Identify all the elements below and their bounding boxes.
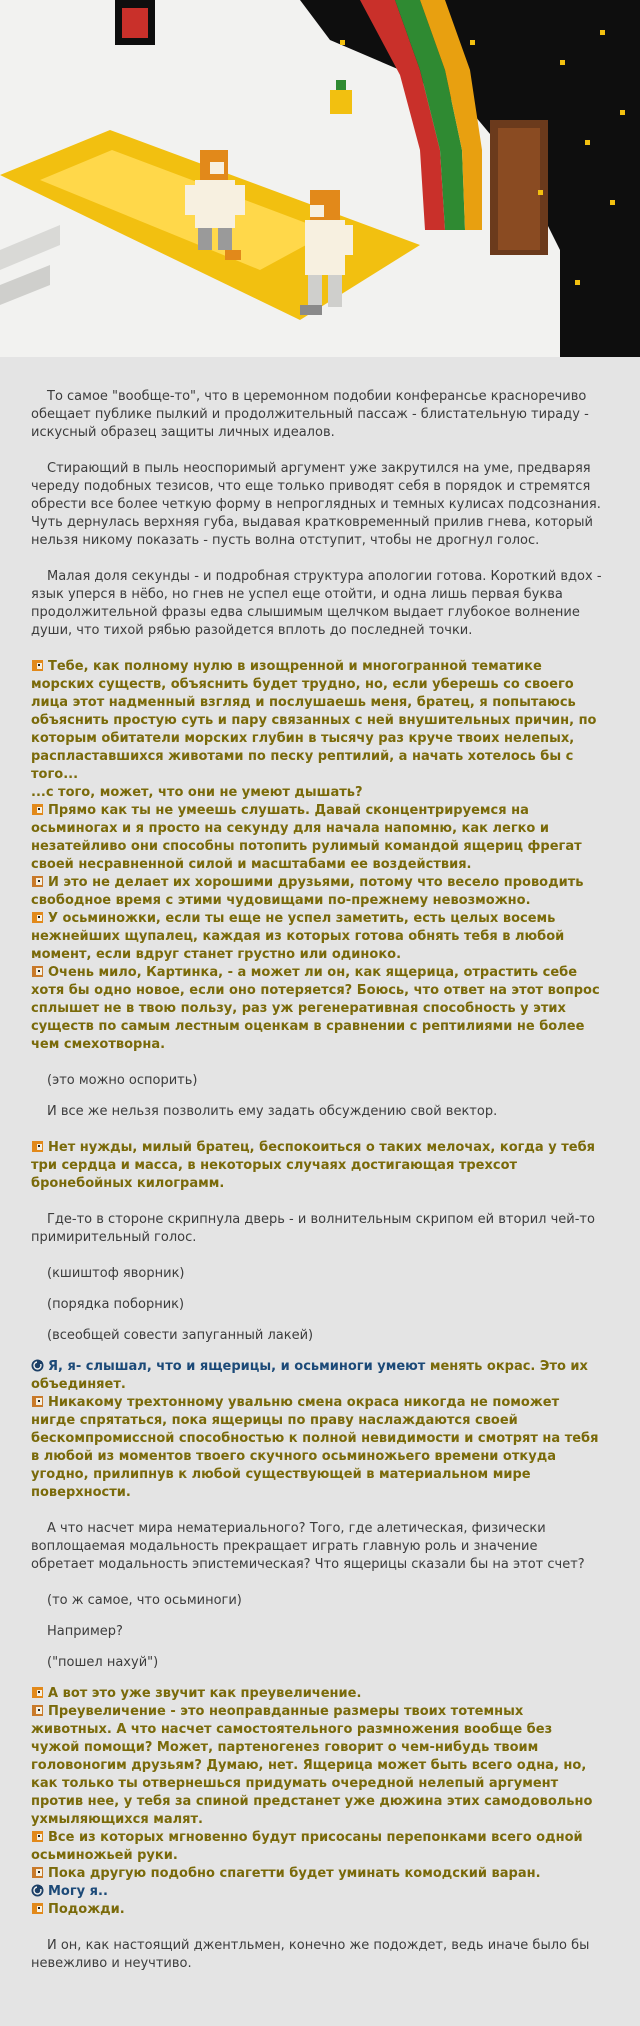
dialogue-text-tail: менять окрас. Это их объединяет. xyxy=(31,1359,588,1392)
dialogue-text: ...с того, может, что они не умеют дышать? xyxy=(31,785,363,800)
dialogue-line xyxy=(31,1685,604,1703)
dialogue-text: Прямо как ты не умеешь слушать. Давай сконцентрируемся на осьминогах и я просто на секунду для начала напомню, как легко и незатейливо они способны потопить рулимый командой ящериц фрегат своей несравненной силой и масштабами ее воздействия. xyxy=(31,803,582,872)
aside-line: ("пошел нахуй") xyxy=(47,1655,159,1670)
dialogue-text: У осьминожки, если ты еще не успел заметить, есть целых восемь нежнейших щупалец, каждая из которых готова обнять тебя в любой момент, если вдруг станет грустно или одиноко. xyxy=(31,911,565,962)
dialogue-block xyxy=(31,1685,604,1919)
aside-line: Например? xyxy=(47,1624,123,1639)
dialogue-line xyxy=(31,1901,604,1919)
orange-head-icon xyxy=(31,1902,44,1915)
narration-paragraph: Стирающий в пыль неоспоримый аргумент уже закрутился на уме, предваряя череду подобных тезисов, что еще только приводят себя в порядок и стремятся обрести все более четкую форму в непроглядных и темных кулисах подсознания. Чуть дернулась верхняя губа, выдавая кратковременный прилив гнева, который нельзя никому показать - пусть волна отступит, чтобы не дрогнул голос. xyxy=(31,461,601,548)
dialogue-block xyxy=(31,658,604,1054)
narration-paragraph: И все же нельзя позволить ему задать обсуждению свой вектор. xyxy=(47,1104,498,1119)
orange-head-icon xyxy=(31,803,44,816)
dialogue-line xyxy=(31,784,604,802)
narration-paragraph: А что насчет мира нематериального? Того, где алетическая, физически воплощаемая модальность прекращает играть главную роль и значение обретает модальность эпистемическая? Что ящерицы сказали бы на этот счет? xyxy=(31,1521,585,1572)
blue-spiral-icon xyxy=(31,1884,44,1897)
dialogue-line xyxy=(31,1139,604,1193)
dialogue-line xyxy=(31,1829,604,1865)
dialogue-text: Все из которых мгновенно будут присосаны перепонками всего одной осьминожьей руки. xyxy=(31,1830,583,1863)
orange-head-icon xyxy=(31,1140,44,1153)
dialogue-line xyxy=(31,1358,604,1394)
dialogue-text: Я, я- слышал, что и ящерицы, и осьминоги умеют xyxy=(48,1359,430,1374)
dialogue-text: Преувеличение - это неоправданные размеры твоих тотемных животных. А что насчет самостоятельного размножения вообще без чужой помощи? Может, партеногенез говорит о чем-нибудь твоим головоногим друзьям? Думаю, нет. Ящерица может быть всего одна, но, как только ты отвернешься придумать очередной нелепый аргумент против нее, у тебя за спиной предстанет уже дюжина этих самодовольно ухмыляющихся малят. xyxy=(31,1704,593,1827)
dialogue-block xyxy=(31,1358,604,1502)
dialogue-line xyxy=(31,874,604,910)
orange-head-icon xyxy=(31,659,44,672)
dialogue-text: Могу я.. xyxy=(48,1884,108,1899)
aside-line: (кшиштоф яворник) xyxy=(47,1266,185,1281)
dialogue-text: Пока другую подобно спагетти будет уминать комодский варан. xyxy=(48,1866,541,1881)
pale-head-icon xyxy=(31,875,44,888)
narration-paragraph: Где-то в стороне скрипнула дверь - и волнительным скрипом ей вторил чей-то примирительный голос. xyxy=(31,1212,595,1245)
dialogue-line xyxy=(31,1703,604,1829)
orange-head-icon xyxy=(31,1686,44,1699)
orange-head-icon xyxy=(31,911,44,924)
pale-head-icon xyxy=(31,1395,44,1408)
narration-paragraph: Малая доля секунды - и подробная структура апологии готова. Короткий вдох - язык уперся в нёбо, но гнев не успел еще отойти, и одна лишь первая буква продолжительной фразы едва слышимым щелчком выдает глубокое волнение души, что тихой рябью разойдется вплоть до последней точки. xyxy=(31,569,602,638)
blue-spiral-icon xyxy=(31,1359,44,1372)
dialogue-line xyxy=(31,802,604,874)
aside-line: (это можно оспорить) xyxy=(47,1073,198,1088)
dialogue-text: Тебе, как полному нулю в изощренной и многогранной тематике морских существ, объяснить будет трудно, но, если уберешь со своего лица этот надменный взгляд и послушаешь меня, братец, я попытаюсь объяснить простую суть и пару связанных с ней внушительных причин, по которым обитатели морских глубин в тысячу раз круче твоих нелепых, распластавшихся животами по песку рептилий, а начать хотелось бы с того... xyxy=(31,659,597,782)
dialogue-line xyxy=(31,1394,604,1502)
story-text xyxy=(0,357,640,1973)
dialogue-text: Нет нужды, милый братец, беспокоиться о таких мелочах, когда у тебя три сердца и масса, в некоторых случаях достигающая трехсот бронебойных килограмм. xyxy=(31,1140,596,1191)
dialogue-text: И это не делает их хорошими друзьями, потому что весело проводить свободное время с этими чудовищами по-прежнему невозможно. xyxy=(31,875,584,908)
aside-line: (то ж самое, что осьминоги) xyxy=(47,1593,242,1608)
orange-head-icon xyxy=(31,1830,44,1843)
dialogue-text: Очень мило, Картинка, - а может ли он, как ящерица, отрастить себе хотя бы одно новое, если оно потеряется? Боюсь, что ответ на этот вопрос сплышет не в твою пользу, раз уж регенеративная способность у этих существ по самым лестным оценкам в сравнении с рептилиями не более чем смехотворна. xyxy=(31,965,600,1052)
dialogue-block xyxy=(31,1139,604,1193)
dialogue-text: Подожди. xyxy=(48,1902,125,1917)
aside-line: (всеобщей совести запуганный лакей) xyxy=(47,1328,314,1343)
narration-paragraph: То самое "вообще-то", что в церемонном подобии конферансье красноречиво обещает публике пылкий и продолжительный пассаж - блистательную тираду - искусный образец защиты личных идеалов. xyxy=(31,389,589,440)
pale-head-icon xyxy=(31,1704,44,1717)
dialogue-line xyxy=(31,1883,604,1901)
pale-head-icon xyxy=(31,965,44,978)
dialogue-line xyxy=(31,658,604,784)
dialogue-text: А вот это уже звучит как преувеличение. xyxy=(48,1686,362,1701)
dialogue-text: Никакому трехтонному увальню смена окраса никогда не поможет нигде спрятаться, пока ящерицы по праву наслаждаются своей бескомпромиссной способностью к полной невидимости и смотрят на тебя в любой из моментов твоего скучного осьминожьего времени откуда угодно, прилипнув к любой существующей в материальном мире поверхности. xyxy=(31,1395,599,1500)
hero-pixel-art xyxy=(0,0,640,357)
dialogue-line xyxy=(31,1865,604,1883)
pale-head-icon xyxy=(31,1866,44,1879)
narration-paragraph: И он, как настоящий джентльмен, конечно же подождет, ведь иначе было бы невежливо и неучтиво. xyxy=(31,1938,590,1971)
aside-line: (порядка поборник) xyxy=(47,1297,185,1312)
dialogue-line xyxy=(31,964,604,1054)
dialogue-line xyxy=(31,910,604,964)
